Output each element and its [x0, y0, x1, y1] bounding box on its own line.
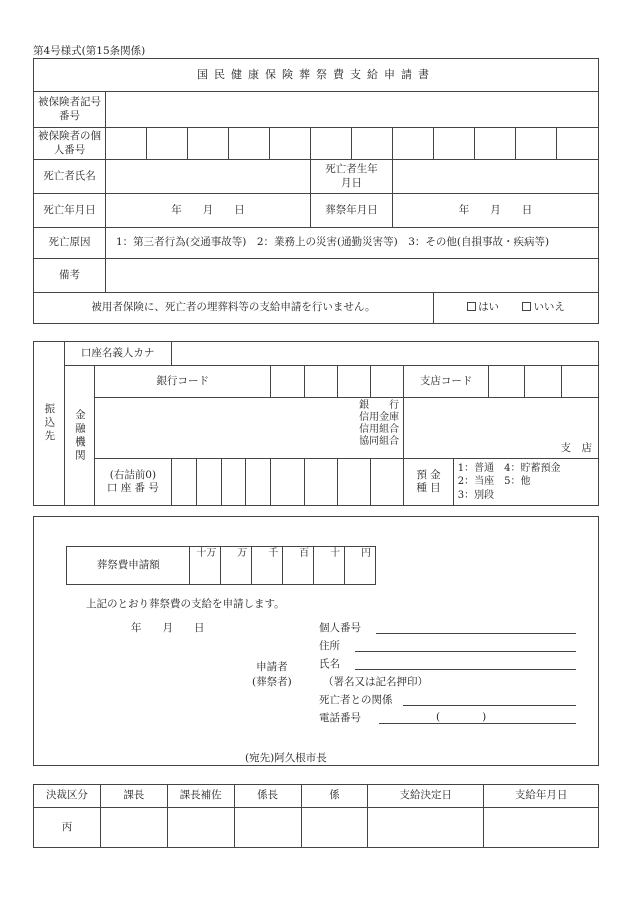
phone-label: 電話番号 [319, 712, 361, 724]
bank-type: 銀 行 [359, 400, 400, 411]
unit-label: 百 [299, 547, 310, 559]
relation-label: 死亡者との関係 [319, 694, 393, 706]
unit-label: 万 [237, 547, 248, 559]
bank-code-digit[interactable] [304, 366, 337, 398]
personal-no-label: 個人番号 [319, 622, 361, 634]
unit-label: 十 [330, 547, 341, 559]
account-digit[interactable] [171, 459, 196, 506]
funeral-date-field[interactable]: 年 月 日 [393, 194, 599, 228]
account-digit[interactable] [304, 459, 337, 506]
deceased-name-field[interactable] [106, 160, 311, 194]
amount-digit[interactable] [190, 547, 221, 585]
personal-no-line[interactable] [376, 633, 576, 634]
approval-header: 支給年月日 [484, 785, 599, 808]
branch-label: 支 店 [560, 441, 592, 454]
approval-table [33, 784, 599, 848]
amount-table [66, 546, 376, 585]
applicant-label: 申請者 (葬祭者) [252, 661, 292, 688]
death-date-field[interactable]: 年 月 日 [106, 194, 311, 228]
amount-digit[interactable] [221, 547, 252, 585]
approval-header: 課長 [100, 785, 167, 808]
employee-insurance-statement: 被用者保険に、死亡者の埋葬料等の支給申請を行いません。 [34, 293, 434, 324]
name-label: 氏名 [319, 658, 340, 670]
approval-header: 係長 [234, 785, 301, 808]
application-date: 年 月 日 [131, 622, 205, 634]
approval-header: 支給決定日 [368, 785, 484, 808]
unit-label: 円 [361, 547, 371, 559]
cause-label: 死亡原因 [34, 228, 106, 259]
account-name-kana-label: 口座名義人カナ [64, 342, 171, 366]
bank-code-digit[interactable] [271, 366, 304, 398]
personal-no-digit[interactable] [475, 128, 516, 160]
signature-note: （署名又は記名押印） [323, 676, 428, 688]
branch-code-digit[interactable] [525, 366, 561, 398]
form-number: 第4号様式(第15条関係) [33, 45, 146, 57]
address-line[interactable] [355, 651, 576, 652]
approval-header: 係 [301, 785, 368, 808]
remarks-field[interactable] [106, 259, 599, 293]
deceased-birth-field[interactable] [393, 160, 599, 194]
bank-type: 協同組合 [359, 436, 400, 447]
approval-cell[interactable] [368, 808, 484, 848]
account-name-kana-field[interactable] [171, 342, 598, 366]
no-checkbox[interactable] [522, 302, 531, 311]
approval-cell[interactable] [484, 808, 599, 848]
funeral-date-label: 葬祭年月日 [311, 194, 393, 228]
insured-code-label: 被保険者記号番号 [34, 92, 106, 128]
personal-no-digit[interactable] [516, 128, 557, 160]
branch-name-field[interactable] [404, 398, 599, 459]
amount-digit[interactable] [314, 547, 345, 585]
personal-no-digit[interactable] [311, 128, 352, 160]
relation-line[interactable] [403, 705, 576, 706]
amount-digit[interactable] [283, 547, 314, 585]
personal-no-digit[interactable] [557, 128, 599, 160]
cause-options: 1：第三者行為(交通事故等) 2：業務上の災害(通勤災害等) 3：その他(自損事故・疾病等) [106, 228, 599, 259]
bank-code-digit[interactable] [370, 366, 403, 398]
amount-digit[interactable] [345, 547, 376, 585]
personal-no-digit[interactable] [229, 128, 270, 160]
yes-label: はい [478, 301, 500, 314]
account-digit[interactable] [370, 459, 403, 506]
no-label: いいえ [533, 301, 565, 314]
insured-code-field[interactable] [106, 92, 599, 128]
deposit-option: 1：普通 4：貯蓄預金 [457, 462, 561, 474]
approval-cell[interactable] [167, 808, 234, 848]
personal-no-digit[interactable] [106, 128, 147, 160]
account-number-label: (右詰前0) 口 座 番 号 [95, 459, 172, 506]
form-title: 国民健康保険葬祭費支給申請書 [34, 59, 599, 92]
phone-parens: ( ) [436, 711, 487, 723]
employee-insurance-choice [434, 293, 599, 324]
approval-cell[interactable] [234, 808, 301, 848]
main-form-table [33, 58, 599, 324]
amount-digit[interactable] [252, 547, 283, 585]
deposit-type-label: 預 金 種 目 [404, 459, 454, 506]
personal-no-digit[interactable] [270, 128, 311, 160]
bank-type: 信用組合 [359, 424, 400, 435]
personal-no-digit[interactable] [147, 128, 188, 160]
approval-cell[interactable] [100, 808, 167, 848]
bank-type: 信用金庫 [359, 412, 400, 423]
approval-header: 決裁区分 [34, 785, 101, 808]
personal-no-digit[interactable] [393, 128, 434, 160]
recipient: (宛先)阿久根市長 [245, 752, 327, 764]
account-digit[interactable] [246, 459, 271, 506]
account-digit[interactable] [337, 459, 370, 506]
branch-code-digit[interactable] [561, 366, 598, 398]
unit-label: 十万 [196, 547, 217, 559]
deposit-type-options [453, 459, 598, 506]
transfer-section-label: 振込先 [34, 342, 65, 506]
yes-checkbox[interactable] [467, 302, 476, 311]
approval-cell[interactable] [301, 808, 368, 848]
personal-no-digit[interactable] [188, 128, 229, 160]
bank-code-label: 銀行コード [95, 366, 271, 398]
deceased-birth-label: 死亡者生年月日 [311, 160, 393, 194]
deposit-option: 2：当座 5：他 [457, 476, 531, 488]
personal-no-digit[interactable] [434, 128, 475, 160]
account-digit[interactable] [196, 459, 221, 506]
address-label: 住所 [319, 640, 340, 652]
remarks-label: 備考 [34, 259, 106, 293]
bank-code-digit[interactable] [337, 366, 370, 398]
amount-label: 葬祭費申請額 [67, 547, 190, 585]
bank-transfer-table [33, 341, 599, 506]
application-statement: 上記のとおり葬祭費の支給を申請します。 [86, 598, 285, 610]
deceased-name-label: 死亡者氏名 [34, 160, 106, 194]
account-digit[interactable] [221, 459, 246, 506]
bank-name-field[interactable] [95, 398, 404, 459]
personal-no-digit[interactable] [352, 128, 393, 160]
unit-label: 千 [268, 547, 279, 559]
branch-code-label: 支店コード [404, 366, 489, 398]
branch-code-digit[interactable] [489, 366, 525, 398]
approval-category-value: 丙 [34, 808, 101, 848]
deposit-option: 3：別段 [457, 489, 495, 501]
insured-personal-no-label: 被保険者の個人番号 [34, 128, 106, 160]
approval-header: 課長補佐 [167, 785, 234, 808]
account-digit[interactable] [271, 459, 304, 506]
institution-label: 金融機関 [64, 366, 95, 506]
name-line[interactable] [355, 669, 576, 670]
death-date-label: 死亡年月日 [34, 194, 106, 228]
